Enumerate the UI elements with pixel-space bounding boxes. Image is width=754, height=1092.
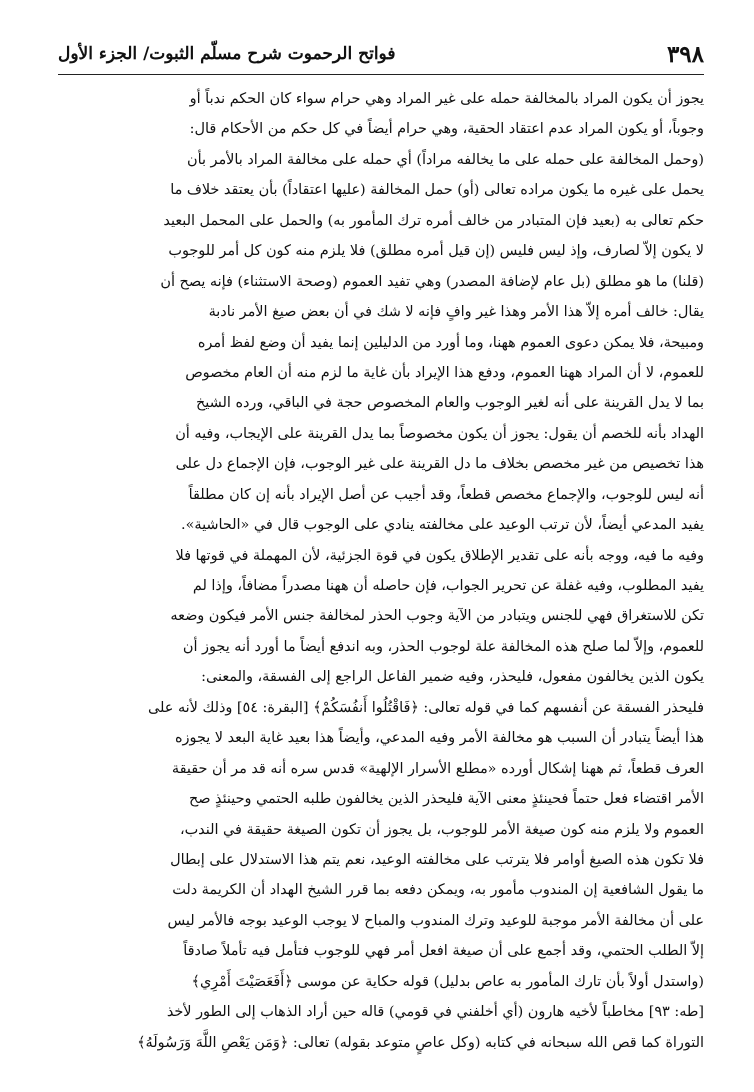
text-line: هذا أيضاً يتبادر أن السبب هو مخالفة الأمر وفيه المدعي، وأيضاً هذا بعيد غاية البعد لا يجوزه [175, 730, 704, 747]
text-line: العرف قطعاً، ثم ههنا إشكال أورده «مطلع الأسرار الإلهية» قدس سره أنه قد مر أن حقيقة [171, 760, 704, 777]
text-line: (وحمل المخالفة على حمله على ما يخالفه مراداً) أي حمله على مخالفة المراد بالأمر بأن [187, 151, 704, 168]
text-line: يفيد المدعي أيضاً، لأن ترتب الوعيد على مخالفته ينادي على الوجوب قال في «الحاشية». [181, 517, 704, 534]
page-body [58, 84, 704, 1078]
text-line: يكون الذين يخالفون مفعول، فليحذر، وفيه ضمير الفاعل الراجع إلى الفسقة، والمعنى: [201, 669, 704, 686]
text-line: إلاّ الطلب الحتمي، وقد أجمع على أن صيغة افعل أمر فهي للوجوب فتأمل فيه تأملاً صادقاً [183, 943, 704, 960]
text-line: لا يكون إلاّ لصارف، وإذ ليس فليس (إن قيل أمره مطلق) فلا يلزم منه كون كل أمر للوجوب [168, 243, 704, 260]
running-title: فواتح الرحموت شرح مسلّم الثبوت/ الجزء الأول [58, 44, 396, 64]
text-line: يحمل على غيره ما يكون مراده تعالى (أو) حمل المخالفة (عليها اعتقاداً) بأن يعتقد خلاف ما [170, 182, 704, 199]
text-line: تكن للاستغراق فهي للجنس ويتبادر من الآية وجوب الحذر لمخالفة جنس الأمر فيكون وضعه [170, 608, 704, 625]
text-line: يفيد المطلوب، وفيه غفلة عن تحرير الجواب، فإن حاصله أن ههنا مصدراً مضافاً، وإذا لم [192, 578, 704, 594]
text-line: يجوز أن يكون المراد بالمخالفة حمله على غير المراد وهي حرام سواء كان الحكم ندباً أو [189, 91, 704, 107]
page-header [58, 34, 704, 75]
page-number: ٣٩٨ [666, 40, 704, 68]
text-line: وفيه ما فيه، ووجه بأنه على تقدير الإطلاق يكون في قوة الجزئية، لأن المهملة في قوتها فلا [175, 547, 704, 564]
text-line: ما يقول الشافعية إن المندوب مأمور به، ويمكن دفعه بما قرر الشيخ الهداد أن الكريمة دلت [172, 882, 704, 899]
text-line: هذا تخصيص من غير مخصص بخلاف ما دل القرينة على غير الوجوب، فإن الإجماع دل على [175, 456, 704, 473]
text-line: للعموم، وإلاّ لما صلح هذه المخالفة علة لوجوب الحذر، وبه اندفع أيضاً ما أورد أنه يجوز أن [182, 638, 704, 655]
text-line: الهداد بأنه للخصم أن يقول: يجوز أن يكون مخصوصاً بما يدل القرينة على الإيجاب، وفيه أن [175, 425, 704, 442]
text-line: (واستدل أولاً بأن تارك المأمور به عاص بدليل) قوله حكاية عن موسى ﴿أَفَعَصَيْتَ أَمْرِي﴾ [191, 973, 704, 990]
text-line: (قلنا) ما هو مطلق (بل عام لإضافة المصدر) وهي تفيد العموم (وصحة الاستثناء) فإنه يصح أن [160, 273, 704, 290]
text-line: [طه: ٩٣] مخاطباً لأخيه هارون (أي أخلفني في قومي) قاله حين أراد الذهاب إلى الطور لأخذ [166, 1004, 704, 1021]
text-line: أنه ليس للوجوب، والإجماع مخصص قطعاً، وقد أجيب عن أصل الإيراد بأنه إن كان مطلقاً [188, 486, 704, 503]
text-line: وجوباً، أو يكون المراد عدم اعتقاد الحقية، وهي حرام أيضاً في كل حكم من الأحكام قال: [189, 121, 704, 138]
text-line: فليحذر الفسقة عن أنفسهم كما في قوله تعالى: ﴿فَاقْتُلُوا أَنفُسَكُمْ﴾ [البقرة: ٥٤] وذلك لأنه على [148, 699, 704, 716]
text-line: العموم ولا يلزم منه كون صيغة الأمر للوجوب، بل يجوز أن تكون الصيغة حقيقة في الندب، [179, 821, 704, 838]
text-line: على أن مخالفة الأمر موجبة للوعيد وترك المندوب والمباح لا يوجب الوعيد بوجه فالأمر ليس [167, 912, 704, 929]
text-line: ومبيحة، فلا يمكن دعوى العموم ههنا، وما أورد من الدليلين إنما يفيد أن وضع لفظ أمره [197, 334, 704, 351]
text-line: فلا تكون هذه الصيغ أوامر فلا يترتب على مخالفته الوعيد، نعم يتم هذا الاستدلال على إبطال [170, 851, 704, 868]
text-line: حكم تعالى به (بعيد فإن المتبادر من خالف أمره ترك المأمور به) والحمل على المحمل البعيد [163, 212, 704, 229]
text-line: التوراة كما قص الله سبحانه في كتابه (وكل عاصٍ متوعد بقوله) تعالى: ﴿وَمَن يَعْصِ اللَّهَ وَرَسُولَهُ﴾ [137, 1034, 704, 1051]
text-line: للعموم، لا أن المراد ههنا العموم، ودفع هذا الإيراد بأن غاية ما لزم منه أن العام مخصوص [185, 364, 704, 381]
text-line: الأمر اقتضاء فعل حتماً فحينئذٍ معنى الآية فليحذر الذين يخالفون طلبه الحتمي وحينئذٍ صح [188, 791, 704, 808]
text-line: يقال: خالف أمره إلاّ هذا الأمر وهذا غير وافٍ فإنه لا شك في أن بعض صيغ الأمر نادبة [208, 304, 704, 321]
text-line: بما لا يدل القرينة على أنه لغير الوجوب والعام المخصوص حجة في الباقي، ورده الشيخ [196, 395, 704, 412]
